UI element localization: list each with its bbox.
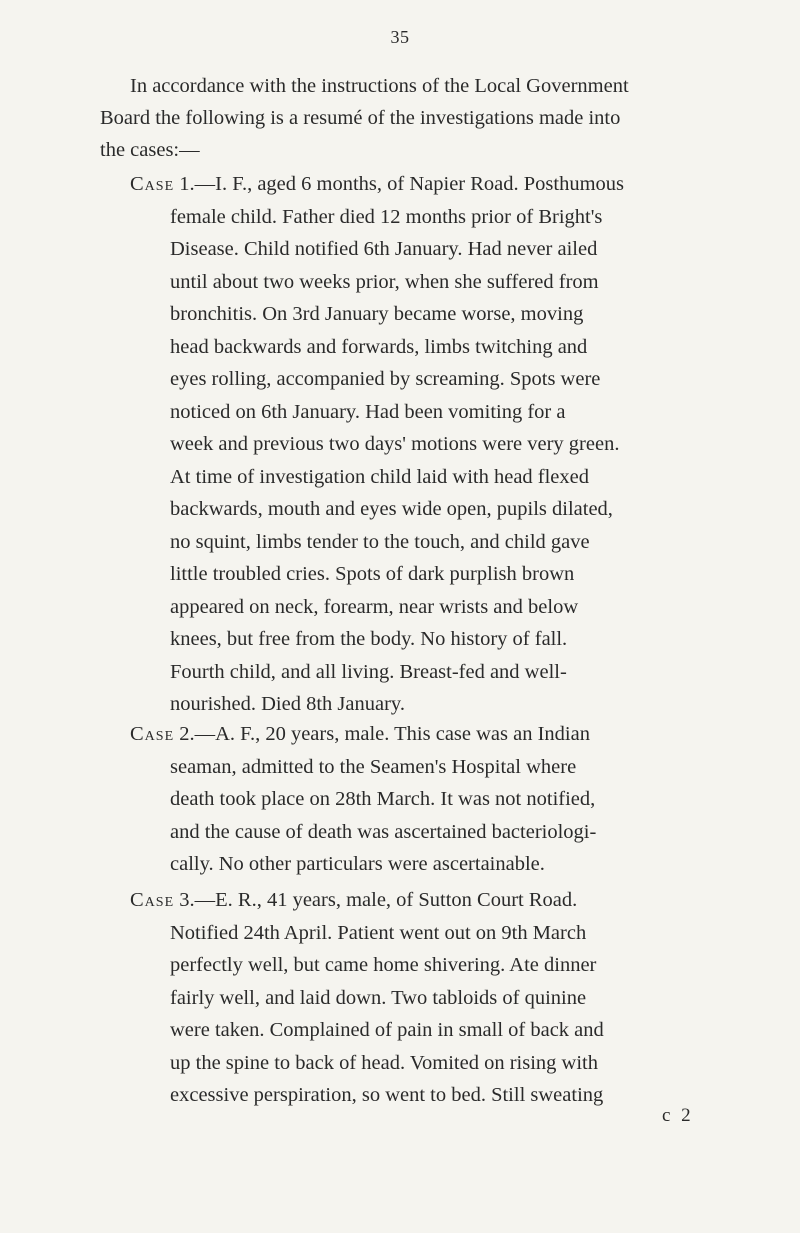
case-3-paragraph [0,884,800,1112]
intro-line: the cases:— [100,139,200,161]
case-first-line-text: 3.—E. R., 41 years, male, of Sutton Court Road. [174,889,578,911]
case-line: fairly well, and laid down. Two tabloids of quinine [170,986,587,1009]
case-label: Case [130,723,175,745]
case-line: up the spine to back of head. Vomited on rising with [170,1051,598,1074]
case-line: Disease. Child notified 6th January. Had never ailed [170,238,598,260]
case-line: At time of investigation child laid with head flexed [170,465,590,488]
case-first-line-text: 2.—A. F., 20 years, male. This case was an Indian [174,723,590,745]
case-line: appeared on neck, forearm, near wrists and below [170,595,579,618]
case-line: seaman, admitted to the Seamen's Hospital where [170,755,577,778]
case-line: little troubled cries. Spots of dark purplish brown [170,563,575,585]
case-line: no squint, limbs tender to the touch, and child gave [170,530,590,553]
case-line: head backwards and forwards, limbs twitching and [170,335,588,358]
case-line: until about two weeks prior, when she suffered from [170,270,599,293]
case-line: bronchitis. On 3rd January became worse, moving [170,303,584,325]
case-first-line [0,168,800,201]
case-line: cally. No other particulars were ascertainable. [170,853,545,875]
case-line: Fourth child, and all living. Breast-fed and well- [170,660,567,683]
intro-paragraph [100,70,740,166]
case-line: were taken. Complained of pain in small of back and [170,1019,604,1041]
intro-line: Board the following is a resumé of the investigations made into [100,107,621,129]
case-line: nourished. Died 8th January. [170,693,405,715]
case-line: backwards, mouth and eyes wide open, pupils dilated, [170,498,613,520]
signature-mark: c 2 [662,1105,694,1126]
case-line: excessive perspiration, so went to bed. Still sweating [170,1084,604,1106]
case-line: week and previous two days' motions were very green. [170,433,620,455]
case-line: perfectly well, but came home shivering. Ate dinner [170,954,597,976]
case-line: death took place on 28th March. It was not notified, [170,788,596,810]
case-first-line-text: 1.—I. F., aged 6 months, of Napier Road. Posthumous [174,173,625,195]
case-label: Case [130,889,175,911]
case-first-line [0,884,800,917]
case-2-paragraph [0,718,800,881]
case-line: female child. Father died 12 months prior of Bright's [170,205,603,228]
case-first-line [0,718,800,751]
case-line: knees, but free from the body. No history of fall. [170,628,568,650]
case-1-paragraph [0,168,800,721]
case-line: Notified 24th April. Patient went out on 9th March [170,921,587,944]
case-line: eyes rolling, accompanied by screaming. Spots were [170,368,601,390]
case-line: noticed on 6th January. Had been vomiting for a [170,400,566,423]
page-number: 35 [390,27,410,47]
intro-line: In accordance with the instructions of the Local Government [130,75,629,97]
case-line: and the cause of death was ascertained bacteriologi- [170,820,597,843]
case-label: Case [130,173,175,195]
